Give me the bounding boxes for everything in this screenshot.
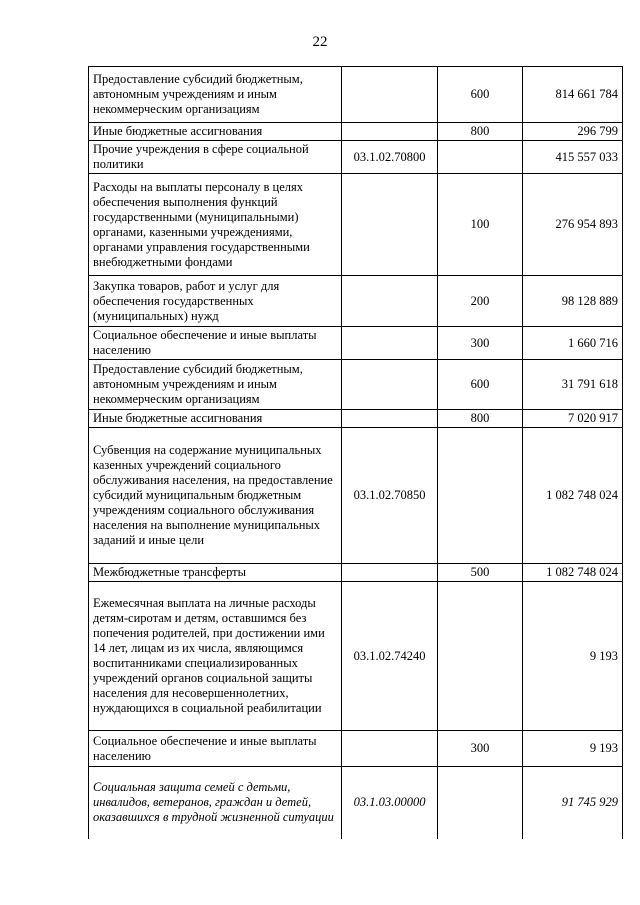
row-name-cell: Социальная защита семей с детьми, инвалидов, ветеранов, граждан и детей, оказавшихся в трудной жизненной ситуации [89, 767, 342, 839]
row-name-cell: Расходы на выплаты персоналу в целях обеспечения выполнения функций государственными (муниципальными) органами, казенными учреждениями, органами управления государственными внебюджетными фондами [89, 174, 342, 276]
row-amount-cell: 31 791 618 [523, 360, 623, 410]
table-row [89, 564, 623, 582]
table-row [89, 67, 623, 123]
table-row [89, 276, 623, 327]
row-expense-type-cell: 500 [438, 564, 523, 582]
table-row [89, 141, 623, 174]
row-amount-cell: 1 660 716 [523, 327, 623, 360]
table-row [89, 428, 623, 564]
row-amount-cell: 98 128 889 [523, 276, 623, 327]
page-number: 22 [312, 34, 328, 50]
row-expense-type-cell: 800 [438, 123, 523, 141]
row-name-cell: Закупка товаров, работ и услуг для обеспечения государственных (муниципальных) нужд [89, 276, 342, 327]
row-amount-cell: 296 799 [523, 123, 623, 141]
table-row [89, 731, 623, 767]
row-amount-cell: 1 082 748 024 [523, 428, 623, 564]
table-row [89, 360, 623, 410]
row-expense-type-cell [438, 582, 523, 731]
row-code-cell: 03.1.03.00000 [342, 767, 438, 839]
row-amount-cell: 7 020 917 [523, 410, 623, 428]
table-row [89, 767, 623, 839]
table-row [89, 410, 623, 428]
budget-table [88, 66, 623, 839]
row-expense-type-cell: 600 [438, 360, 523, 410]
row-name-cell: Межбюджетные трансферты [89, 564, 342, 582]
row-amount-cell: 9 193 [523, 731, 623, 767]
row-code-cell [342, 731, 438, 767]
row-name-cell: Прочие учреждения в сфере социальной политики [89, 141, 342, 174]
row-code-cell [342, 276, 438, 327]
row-code-cell [342, 174, 438, 276]
row-code-cell [342, 67, 438, 123]
row-amount-cell: 91 745 929 [523, 767, 623, 839]
row-code-cell: 03.1.02.74240 [342, 582, 438, 731]
row-amount-cell: 1 082 748 024 [523, 564, 623, 582]
row-code-cell: 03.1.02.70850 [342, 428, 438, 564]
table-row [89, 174, 623, 276]
row-expense-type-cell: 300 [438, 327, 523, 360]
row-code-cell: 03.1.02.70800 [342, 141, 438, 174]
row-expense-type-cell: 100 [438, 174, 523, 276]
budget-table-body [89, 67, 623, 839]
row-name-cell: Иные бюджетные ассигнования [89, 410, 342, 428]
row-amount-cell: 276 954 893 [523, 174, 623, 276]
table-row [89, 582, 623, 731]
row-code-cell [342, 327, 438, 360]
row-amount-cell: 9 193 [523, 582, 623, 731]
row-name-cell: Предоставление субсидий бюджетным, автономным учреждениям и иным некоммерческим организациям [89, 360, 342, 410]
row-code-cell [342, 123, 438, 141]
row-expense-type-cell [438, 767, 523, 839]
row-name-cell: Социальное обеспечение и иные выплаты населению [89, 731, 342, 767]
row-code-cell [342, 360, 438, 410]
row-name-cell: Субвенция на содержание муниципальных казенных учреждений социального обслуживания населения, на предоставление субсидий муниципальным бюджетным учреждениям социального обслуживания населения на выполнение муниципальных заданий и иные цели [89, 428, 342, 564]
row-code-cell [342, 564, 438, 582]
row-code-cell [342, 410, 438, 428]
table-row [89, 123, 623, 141]
row-name-cell: Социальное обеспечение и иные выплаты населению [89, 327, 342, 360]
row-expense-type-cell: 800 [438, 410, 523, 428]
row-expense-type-cell: 200 [438, 276, 523, 327]
row-expense-type-cell [438, 141, 523, 174]
row-amount-cell: 415 557 033 [523, 141, 623, 174]
row-expense-type-cell: 300 [438, 731, 523, 767]
row-amount-cell: 814 661 784 [523, 67, 623, 123]
table-row [89, 327, 623, 360]
row-expense-type-cell [438, 428, 523, 564]
row-expense-type-cell: 600 [438, 67, 523, 123]
row-name-cell: Иные бюджетные ассигнования [89, 123, 342, 141]
row-name-cell: Предоставление субсидий бюджетным, автономным учреждениям и иным некоммерческим организациям [89, 67, 342, 123]
row-name-cell: Ежемесячная выплата на личные расходы детям-сиротам и детям, оставшимся без попечения родителей, при достижении ими 14 лет, лицам из их числа, являющимся воспитанниками специализированных учреждений органов социальной защиты населения для несовершеннолетних, нуждающихся в социальной реабилитации [89, 582, 342, 731]
